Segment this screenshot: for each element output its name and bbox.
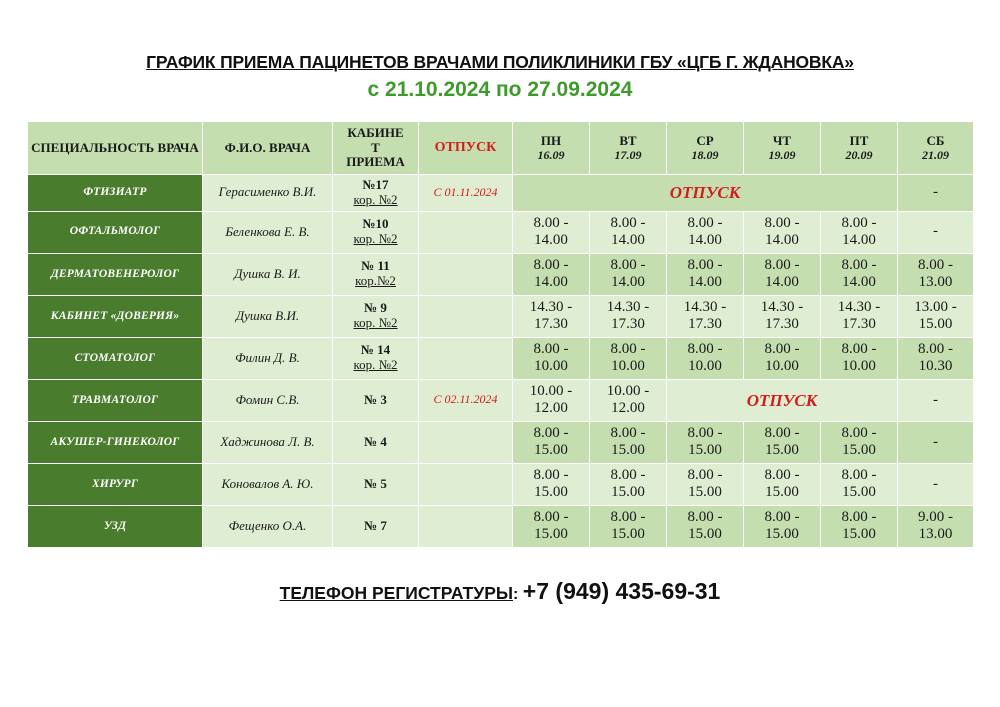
specialty-cell: КАБИНЕТ «ДОВЕРИЯ» bbox=[28, 295, 203, 337]
time-cell: 8.00 - 15.00 bbox=[590, 505, 667, 547]
vacation-cell bbox=[419, 463, 513, 505]
time-cell: 8.00 - 15.00 bbox=[590, 421, 667, 463]
room-cell: № 4 bbox=[333, 421, 419, 463]
time-cell: 8.00 - 14.00 bbox=[590, 253, 667, 295]
table-row bbox=[28, 253, 974, 295]
time-cell: 8.00 - 14.00 bbox=[744, 211, 821, 253]
time-cell: 8.00 - 14.00 bbox=[513, 211, 590, 253]
time-cell: 8.00 - 14.00 bbox=[821, 211, 898, 253]
time-cell: 8.00 - 15.00 bbox=[513, 463, 590, 505]
header-vacation: ОТПУСК bbox=[419, 122, 513, 175]
time-cell: 8.00 - 15.00 bbox=[513, 421, 590, 463]
room-cell: №10 кор. №2 bbox=[333, 211, 419, 253]
time-cell: 10.00 - 12.00 bbox=[513, 379, 590, 421]
specialty-cell: ТРАВМАТОЛОГ bbox=[28, 379, 203, 421]
time-cell: 8.00 - 10.00 bbox=[590, 337, 667, 379]
time-cell: - bbox=[898, 175, 974, 212]
doctor-cell: Фещенко О.А. bbox=[203, 505, 333, 547]
vacation-cell bbox=[419, 295, 513, 337]
time-cell: - bbox=[898, 211, 974, 253]
doctor-cell: Душка В.И. bbox=[203, 295, 333, 337]
schedule-table bbox=[27, 121, 974, 548]
time-cell: 14.30 - 17.30 bbox=[513, 295, 590, 337]
time-cell: - bbox=[898, 463, 974, 505]
time-cell: 8.00 - 15.00 bbox=[513, 505, 590, 547]
room-cell: № 9 кор. №2 bbox=[333, 295, 419, 337]
header-day-thu: ЧТ 19.09 bbox=[744, 122, 821, 175]
doctor-cell: Беленкова Е. В. bbox=[203, 211, 333, 253]
time-cell: 8.00 - 15.00 bbox=[744, 505, 821, 547]
vacation-cell bbox=[419, 421, 513, 463]
vacation-cell: С 01.11.2024 bbox=[419, 175, 513, 212]
time-cell: 8.00 - 15.00 bbox=[667, 421, 744, 463]
time-cell: 8.00 - 14.00 bbox=[667, 211, 744, 253]
header-day-sat: СБ 21.09 bbox=[898, 122, 974, 175]
vacation-cell bbox=[419, 211, 513, 253]
doctor-cell: Душка В. И. bbox=[203, 253, 333, 295]
header-specialty: СПЕЦИАЛЬНОСТЬ ВРАЧА bbox=[28, 122, 203, 175]
room-cell: № 3 bbox=[333, 379, 419, 421]
room-cell: № 14 кор. №2 bbox=[333, 337, 419, 379]
specialty-cell: УЗД bbox=[28, 505, 203, 547]
room-cell: № 5 bbox=[333, 463, 419, 505]
time-cell: 8.00 - 15.00 bbox=[667, 505, 744, 547]
time-cell: 8.00 - 14.00 bbox=[513, 253, 590, 295]
doctor-cell: Филин Д. В. bbox=[203, 337, 333, 379]
header-doctor: Ф.И.О. ВРАЧА bbox=[203, 122, 333, 175]
time-cell: 8.00 - 13.00 bbox=[898, 253, 974, 295]
table-row bbox=[28, 211, 974, 253]
room-cell: № 7 bbox=[333, 505, 419, 547]
specialty-cell: ОФТАЛЬМОЛОГ bbox=[28, 211, 203, 253]
time-cell: 10.00 - 12.00 bbox=[590, 379, 667, 421]
time-cell: 9.00 - 13.00 bbox=[898, 505, 974, 547]
table-row bbox=[28, 421, 974, 463]
time-cell: 8.00 - 15.00 bbox=[821, 505, 898, 547]
time-cell: 8.00 - 15.00 bbox=[821, 421, 898, 463]
time-cell: 13.00 - 15.00 bbox=[898, 295, 974, 337]
specialty-cell: АКУШЕР-ГИНЕКОЛОГ bbox=[28, 421, 203, 463]
specialty-cell: ДЕРМАТОВЕНЕРОЛОГ bbox=[28, 253, 203, 295]
time-cell: - bbox=[898, 421, 974, 463]
specialty-cell: СТОМАТОЛОГ bbox=[28, 337, 203, 379]
time-cell: 8.00 - 15.00 bbox=[590, 463, 667, 505]
time-cell: 14.30 - 17.30 bbox=[744, 295, 821, 337]
doctor-cell: Фомин С.В. bbox=[203, 379, 333, 421]
header-day-tue: ВТ 17.09 bbox=[590, 122, 667, 175]
table-row bbox=[28, 379, 974, 421]
time-cell: 14.30 - 17.30 bbox=[821, 295, 898, 337]
phone-separator: : bbox=[513, 586, 523, 603]
time-cell: 8.00 - 15.00 bbox=[744, 463, 821, 505]
time-cell: 8.00 - 10.30 bbox=[898, 337, 974, 379]
header-day-mon: ПН 16.09 bbox=[513, 122, 590, 175]
specialty-cell: ХИРУРГ bbox=[28, 463, 203, 505]
time-cell: 8.00 - 10.00 bbox=[667, 337, 744, 379]
time-cell: 8.00 - 15.00 bbox=[667, 463, 744, 505]
vacation-cell bbox=[419, 505, 513, 547]
time-cell: 8.00 - 10.00 bbox=[513, 337, 590, 379]
time-cell: 8.00 - 10.00 bbox=[821, 337, 898, 379]
time-cell: 8.00 - 14.00 bbox=[821, 253, 898, 295]
time-cell: 8.00 - 14.00 bbox=[744, 253, 821, 295]
vacation-span: ОТПУСК bbox=[513, 175, 898, 212]
vacation-cell: С 02.11.2024 bbox=[419, 379, 513, 421]
room-cell: № 11 кор.№2 bbox=[333, 253, 419, 295]
registry-phone bbox=[0, 578, 1000, 605]
table-row bbox=[28, 175, 974, 212]
table-row bbox=[28, 337, 974, 379]
time-cell: 8.00 - 15.00 bbox=[821, 463, 898, 505]
specialty-cell: ФТИЗИАТР bbox=[28, 175, 203, 212]
time-cell: 8.00 - 15.00 bbox=[744, 421, 821, 463]
vacation-cell bbox=[419, 253, 513, 295]
doctor-cell: Хаджинова Л. В. bbox=[203, 421, 333, 463]
header-row bbox=[28, 122, 974, 175]
table-row bbox=[28, 295, 974, 337]
time-cell: 14.30 - 17.30 bbox=[667, 295, 744, 337]
time-cell: 8.00 - 10.00 bbox=[744, 337, 821, 379]
time-cell: 14.30 - 17.30 bbox=[590, 295, 667, 337]
date-range: с 21.10.2024 по 27.09.2024 bbox=[367, 78, 633, 101]
table-row bbox=[28, 463, 974, 505]
document-title: ГРАФИК ПРИЕМА ПАЦИНЕТОВ ВРАЧАМИ ПОЛИКЛИНИКИ ГБУ «ЦГБ Г. ЖДАНОВКА» bbox=[146, 52, 854, 72]
phone-number: +7 (949) 435-69-31 bbox=[522, 578, 721, 604]
header-room: КАБИНЕ Т ПРИЕМА bbox=[333, 122, 419, 175]
table-row bbox=[28, 505, 974, 547]
doctor-cell: Герасименко В.И. bbox=[203, 175, 333, 212]
vacation-cell bbox=[419, 337, 513, 379]
header-day-fri: ПТ 20.09 bbox=[821, 122, 898, 175]
time-cell: - bbox=[898, 379, 974, 421]
phone-label: ТЕЛЕФОН РЕГИСТРАТУРЫ bbox=[279, 583, 514, 603]
header-day-wed: СР 18.09 bbox=[667, 122, 744, 175]
time-cell: 8.00 - 14.00 bbox=[667, 253, 744, 295]
doctor-cell: Коновалов А. Ю. bbox=[203, 463, 333, 505]
time-cell: 8.00 - 14.00 bbox=[590, 211, 667, 253]
vacation-span: ОТПУСК bbox=[667, 379, 898, 421]
room-cell: №17 кор. №2 bbox=[333, 175, 419, 212]
